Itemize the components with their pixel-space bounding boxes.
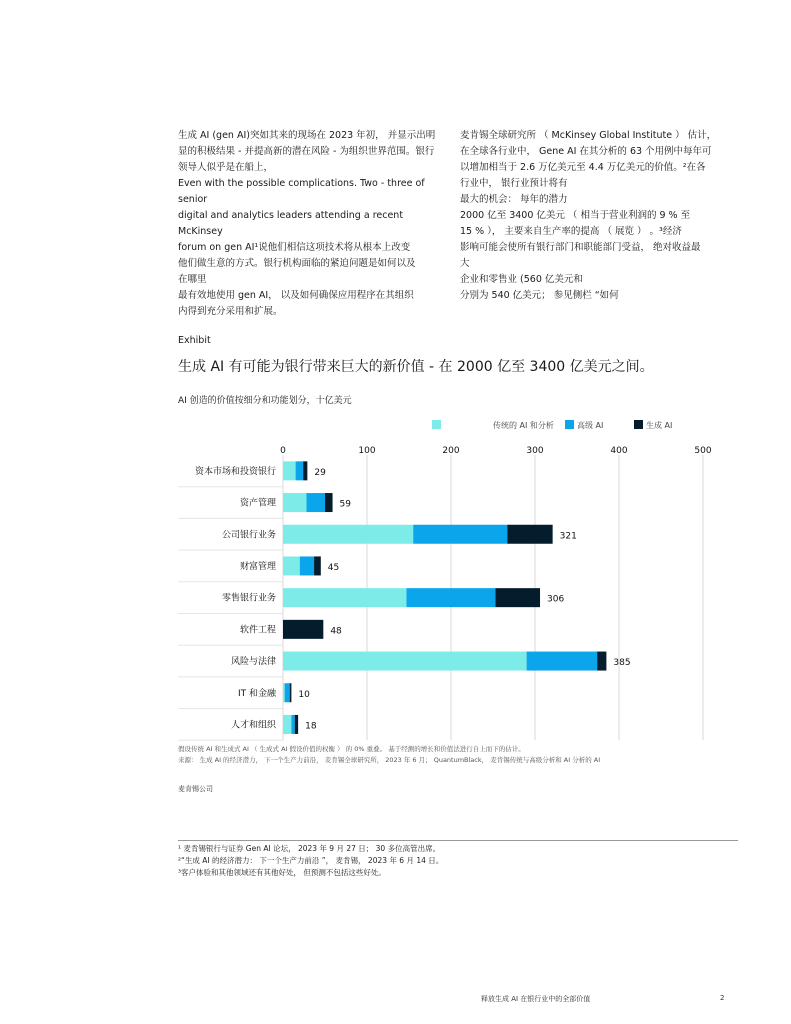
legend-label-1: 传统的 AI 和分析 — [493, 421, 554, 430]
left-column-line: forum on gen AI¹说他们相信这项技术将从根本上改变 — [178, 242, 411, 253]
total-value-label: 48 — [330, 626, 342, 637]
bar-segment-3 — [507, 525, 552, 544]
total-value-label: 385 — [613, 658, 631, 669]
legend-swatch-1 — [432, 420, 441, 429]
footnote-1: ¹ 麦肯锡银行与证券 Gen AI 论坛， 2023 年 9 月 27 日； 30 多位高管出席。 — [178, 844, 441, 853]
right-column-line: 15 % ）， 主要来自生产率的提高 （ 展览 ） 。³经济 — [460, 226, 682, 237]
bar-segment-1 — [283, 525, 413, 544]
footnote-2: ²“生成 AI 的经济潜力： 下一个生产力前沿 ”， 麦肯锡， 2023 年 6 月 14 日。 — [178, 856, 444, 865]
bar-segment-3 — [290, 683, 292, 702]
left-column-line: 在哪里 — [178, 274, 207, 285]
bar-segment-2 — [291, 715, 294, 734]
footnote-3: ³客户体验和其他领域还有其他好处， 但预测不包括这些好处。 — [178, 868, 386, 877]
left-column-line: 最有效地使用 gen AI， 以及如何确保应用程序在其组织 — [178, 290, 414, 301]
right-column-line: 影响可能会使所有银行部门和职能部门受益， 绝对收益最 — [460, 242, 701, 253]
bar-segment-2 — [300, 556, 314, 575]
bar-segment-1 — [283, 556, 300, 575]
left-column-line: 他们做生意的方式。银行机构面临的紧迫问题是如何以及 — [178, 258, 416, 269]
right-column-line: 大 — [460, 258, 470, 269]
category-label: 财富管理 — [239, 561, 276, 572]
category-label: 风险与法律 — [230, 657, 276, 668]
bar-segment-1 — [283, 715, 291, 734]
exhibit-title: 生成 AI 有可能为银行带来巨大的新价值 - 在 2000 亿至 3400 亿美元之间。 — [178, 359, 654, 375]
right-column-line: 分别为 540 亿美元； 参见侧栏 “如何 — [460, 290, 619, 301]
exhibit-label: Exhibit — [178, 335, 211, 346]
total-value-label: 29 — [314, 467, 326, 478]
legend-swatch-2 — [565, 420, 574, 429]
category-label: 零售银行业务 — [221, 593, 276, 604]
bar-segment-1 — [283, 683, 285, 702]
x-tick-label: 400 — [610, 446, 628, 456]
bar-segment-3 — [314, 556, 321, 575]
category-label: IT 和金融 — [237, 688, 276, 699]
right-column-line: 行业中， 银行业预计将有 — [460, 178, 568, 189]
total-value-label: 321 — [559, 531, 577, 542]
right-column-line: 2000 亿至 3400 亿美元 （ 相当于营业利润的 9 % 至 — [460, 210, 691, 221]
left-column-line: digital and analytics leaders attending a recent McKinsey — [178, 210, 404, 237]
chart-note-line: 假设传统 AI 和生成式 AI （ 生成式 AI 假设价值的权衡 ） 的 0% 重叠。 基于经测的增长和价值法进行自上而下的估计。 — [178, 745, 525, 753]
category-label: 公司银行业务 — [221, 530, 276, 541]
footer-title: 释放生成 AI 在银行业中的全部价值 — [481, 995, 591, 1003]
bar-segment-2 — [296, 461, 304, 480]
category-label: 软件工程 — [239, 625, 276, 636]
bar-segment-1 — [283, 461, 296, 480]
right-column-line: 以增加相当于 2.6 万亿美元至 4.4 万亿美元的价值。²在各 — [460, 162, 706, 173]
bar-segment-3 — [283, 620, 323, 639]
left-column-line: 领导人似乎是在船上， — [178, 162, 274, 173]
total-value-label: 10 — [298, 689, 310, 700]
x-tick-label: 500 — [694, 446, 712, 456]
bar-segment-3 — [325, 493, 333, 512]
source-organization: 麦肯锡公司 — [178, 785, 213, 793]
category-label: 资产管理 — [239, 498, 276, 509]
footnotes — [178, 843, 443, 879]
right-column-line: 麦肯锡全球研究所 （ McKinsey Global Institute ） 估计， — [460, 130, 717, 141]
right-column-line: 最大的机会： 每年的潜力 — [460, 194, 568, 205]
bar-segment-3 — [597, 652, 606, 671]
right-column-line: 企业和零售业 (560 亿美元和 — [460, 274, 583, 285]
total-value-label: 45 — [327, 562, 340, 573]
x-tick-label: 200 — [442, 446, 460, 456]
legend-label-2: 高级 AI — [577, 421, 604, 430]
legend-label-3: 生成 AI — [646, 421, 673, 430]
category-label: 人才和组织 — [230, 720, 276, 731]
bar-segment-2 — [413, 525, 507, 544]
total-value-label: 306 — [547, 594, 565, 605]
total-value-label: 18 — [305, 721, 317, 732]
bar-segment-1 — [283, 493, 307, 512]
category-label: 资本市场和投资银行 — [194, 466, 276, 477]
footnote-divider — [178, 840, 738, 841]
bar-segment-1 — [283, 588, 406, 607]
x-tick-label: 300 — [526, 446, 544, 456]
x-tick-label: 0 — [280, 446, 286, 456]
right-column-line: 在全球各行业中， Gene AI 在其分析的 63 个用例中每年可 — [460, 146, 712, 157]
bar-segment-2 — [406, 588, 495, 607]
legend-swatch-3 — [634, 420, 643, 429]
bar-segment-3 — [295, 715, 298, 734]
bar-segment-1 — [283, 652, 527, 671]
bar-segment-2 — [285, 683, 290, 702]
chart-source-line: 来源： 生成 AI 的经济潜力， 下一个生产力前沿， 麦肯锡全球研究所， 2023 年 6 月； QuantumBlack， 麦肯锡传统与高级分析和 AI 分析的 AI — [178, 756, 601, 764]
bar-segment-3 — [303, 461, 307, 480]
x-tick-label: 100 — [358, 446, 376, 456]
left-column-line: 内得到充分采用和扩展。 — [178, 306, 283, 317]
total-value-label: 59 — [339, 499, 352, 510]
left-column-line: Even with the possible complications. Two - three of senior — [178, 178, 425, 205]
left-column-line: 生成 AI (gen AI)突如其来的现场在 2023 年初， 并显示出明 — [178, 130, 436, 141]
chart-note — [178, 744, 738, 766]
page-number: 2 — [720, 994, 725, 1002]
bar-segment-2 — [527, 652, 598, 671]
bar-segment-3 — [496, 588, 541, 607]
chart-subtitle: AI 创造的价值按细分和功能划分，十亿美元 — [178, 396, 352, 406]
left-column-line: 显的积极结果 - 并提高新的潜在风险 - 为组织世界范围。银行 — [178, 146, 435, 157]
bar-segment-2 — [307, 493, 325, 512]
